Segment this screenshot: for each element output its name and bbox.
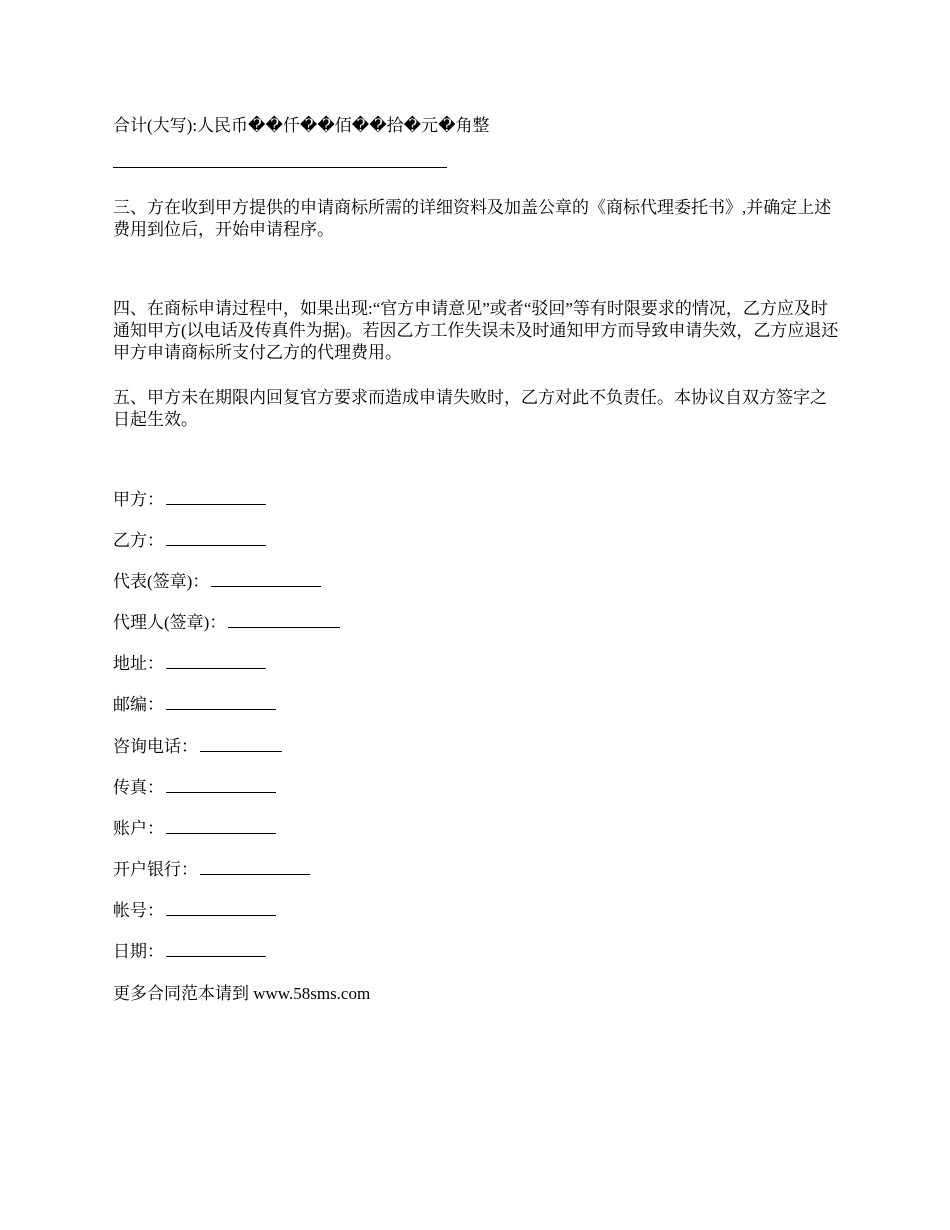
separator-rule bbox=[113, 167, 447, 168]
signature-blank[interactable] bbox=[166, 489, 266, 505]
field-fax bbox=[113, 777, 276, 798]
field-phone bbox=[113, 736, 282, 757]
signature-blank[interactable] bbox=[166, 900, 276, 916]
field-label: 咨询电话： bbox=[113, 737, 198, 756]
field-label: 帐号： bbox=[113, 901, 164, 920]
field-party-a bbox=[113, 489, 266, 510]
field-address bbox=[113, 653, 266, 674]
total-amount-line: 合计(大写):人民币��仟��佰��拾�元�角整 bbox=[113, 116, 490, 135]
clause-3: 三、方在收到甲方提供的申请商标所需的详细资料及加盖公章的《商标代理委托书》,并确定上述费用到位后，开始申请程序。 bbox=[113, 198, 832, 239]
signature-blank[interactable] bbox=[166, 941, 266, 957]
signature-blank[interactable] bbox=[166, 530, 266, 546]
field-label: 开户银行： bbox=[113, 860, 198, 879]
signature-blank[interactable] bbox=[166, 777, 276, 793]
field-account-number bbox=[113, 900, 276, 921]
field-label: 代表(签章)： bbox=[113, 572, 210, 591]
field-label: 日期： bbox=[113, 942, 164, 961]
clause-5: 五、甲方未在期限内回复官方要求而造成申请失败时，乙方对此不负责任。本协议自双方签字之日起生效。 bbox=[113, 388, 827, 429]
field-bank bbox=[113, 859, 310, 880]
field-account bbox=[113, 818, 276, 839]
field-label: 乙方： bbox=[113, 531, 164, 550]
signature-blank[interactable] bbox=[228, 612, 340, 628]
footer-link-text: 更多合同范本请到 www.58sms.com bbox=[113, 984, 371, 1003]
signature-blank[interactable] bbox=[200, 859, 310, 875]
field-label: 代理人(签章)： bbox=[113, 613, 227, 632]
field-party-b bbox=[113, 530, 266, 551]
signature-blank[interactable] bbox=[211, 571, 321, 587]
field-label: 地址： bbox=[113, 654, 164, 673]
field-representative bbox=[113, 571, 321, 592]
signature-blank[interactable] bbox=[166, 653, 266, 669]
field-agent bbox=[113, 612, 340, 633]
signature-blank[interactable] bbox=[166, 694, 276, 710]
signature-blank[interactable] bbox=[200, 736, 282, 752]
field-label: 甲方： bbox=[113, 490, 164, 509]
signature-blank[interactable] bbox=[166, 818, 276, 834]
field-date bbox=[113, 941, 266, 962]
field-postcode bbox=[113, 694, 276, 715]
clause-4: 四、在商标申请过程中，如果出现:“官方申请意见”或者“驳回”等有时限要求的情况，乙方应及时通知甲方(以电话及传真件为据)。若因乙方工作失误未及时通知甲方而导致申请失效，乙方应退还甲方申请商标所支付乙方的代理费用。 bbox=[113, 299, 839, 362]
field-label: 传真： bbox=[113, 778, 164, 797]
field-label: 邮编： bbox=[113, 695, 164, 714]
field-label: 账户： bbox=[113, 819, 164, 838]
